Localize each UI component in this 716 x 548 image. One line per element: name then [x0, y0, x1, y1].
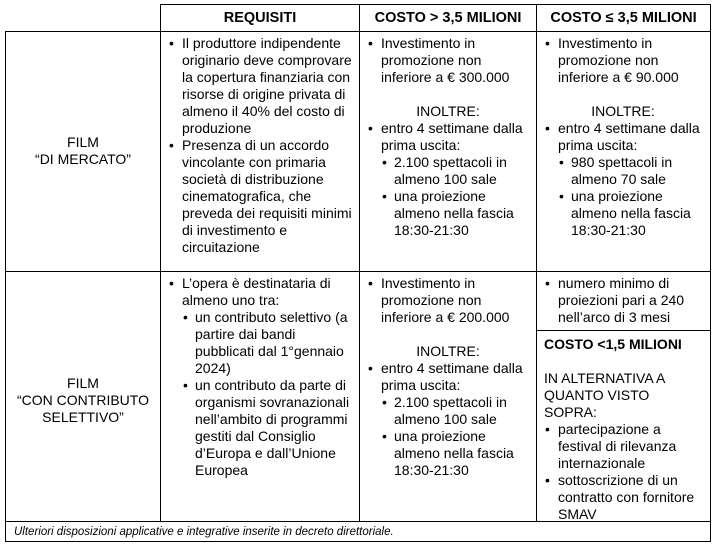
- inoltre-label: INOLTRE:: [416, 343, 480, 359]
- row-label-line: FILM: [67, 134, 99, 150]
- table-bottom-border: [5, 541, 711, 542]
- list-item: • Investimento in promozione non inferiore a € 90.000: [542, 35, 704, 86]
- list-item-text: entro 4 settimane dalla prima uscita:: [558, 120, 700, 153]
- sub-list-item: • un contributo selettivo (a partire dai bandi pubblicati dal 1°gennaio 2024): [182, 309, 352, 377]
- right-border: [710, 4, 711, 542]
- sub-list-item: • 2.100 spettacoli in almeno 100 sale: [381, 394, 531, 428]
- row-label-line: “CON CONTRIBUTO: [17, 392, 149, 408]
- cell-mercato-entro: [542, 35, 704, 239]
- footer-note: Ulteriori disposizioni applicative e integrative inserite in decreto direttoriale.: [14, 526, 394, 538]
- row-label-selettivo: [6, 375, 160, 426]
- col-divider-1: [160, 4, 161, 521]
- col-divider-3: [536, 4, 537, 521]
- inoltre-label: INOLTRE:: [416, 103, 480, 119]
- list-item: • Il produttore indipendente originario deve comprovare la copertura finanziaria con risorse di origine privata di almeno il 40% del costo di produzione: [166, 35, 352, 137]
- cell-divider: [536, 330, 711, 331]
- header-costo-entro: COSTO ≤ 3,5 MILIONI: [550, 10, 697, 26]
- list-item: • Investimento in promozione non inferiore a € 200.000: [365, 275, 531, 326]
- list-item: • numero minimo di proiezioni pari a 240 nell’arco di 3 mesi: [542, 275, 704, 326]
- header-costo-oltre: COSTO > 3,5 MILIONI: [374, 10, 522, 26]
- row-label-line: “DI MERCATO”: [35, 151, 131, 167]
- sub-list-item: • una proiezione almeno nella fascia 18:30-21:30: [381, 428, 531, 479]
- sub-list-item: • una proiezione almeno nella fascia 18:30-21:30: [381, 188, 531, 239]
- cell-selettivo-requisiti: [166, 275, 352, 479]
- cell-mercato-requisiti: [166, 35, 352, 256]
- list-item: [542, 120, 704, 239]
- sub-list-item: • 980 spettacoli in almeno 70 sale: [558, 154, 704, 188]
- cell-mercato-oltre: [365, 35, 531, 239]
- sub-list-item: • un contributo da parte di organismi sovranazionali nell’ambito di programmi gestiti dal Consiglio d’Europa e dall’Unione Europea: [182, 377, 352, 479]
- cell-selettivo-entro-bottom: [544, 336, 706, 523]
- list-item: [166, 275, 352, 479]
- row-label-mercato: [6, 134, 160, 168]
- inoltre-label: INOLTRE:: [591, 103, 655, 119]
- list-item-text: entro 4 settimane dalla prima uscita:: [381, 120, 523, 153]
- header-bottom-border: [5, 31, 711, 32]
- col-divider-2: [359, 4, 360, 521]
- table-top-border: [160, 4, 711, 5]
- cell-selettivo-oltre: [365, 275, 531, 479]
- sub-list-item: • una proiezione almeno nella fascia 18:30-21:30: [558, 188, 704, 239]
- cell-selettivo-entro-top: [542, 275, 704, 326]
- list-item-text: entro 4 settimane dalla prima uscita:: [381, 360, 523, 393]
- list-item: [365, 120, 531, 239]
- header-requisiti: REQUISITI: [223, 10, 297, 26]
- row-label-line: FILM: [67, 375, 99, 391]
- list-item: [365, 360, 531, 479]
- list-item: • Investimento in promozione non inferiore a € 300.000: [365, 35, 531, 86]
- list-item-text: L’opera è destinataria di almeno uno tra:: [182, 275, 331, 308]
- list-item: • Presenza di un accordo vincolante con primaria società di distribuzione cinematografica, che preveda dei requisiti minimi di investimento e circuitazione: [166, 137, 352, 256]
- costo-sotto-title: COSTO <1,5 MILIONI: [544, 336, 682, 352]
- left-border: [5, 31, 6, 542]
- row-label-line: SELETTIVO”: [42, 409, 124, 425]
- row-divider: [5, 271, 711, 272]
- alternativa-text: IN ALTERNATIVA A QUANTO VISTO SOPRA:: [544, 370, 665, 420]
- list-item: • sottoscrizione di un contratto con fornitore SMAV: [542, 472, 706, 523]
- list-item: • partecipazione a festival di rilevanza internazionale: [542, 421, 706, 472]
- sub-list-item: • 2.100 spettacoli in almeno 100 sale: [381, 154, 531, 188]
